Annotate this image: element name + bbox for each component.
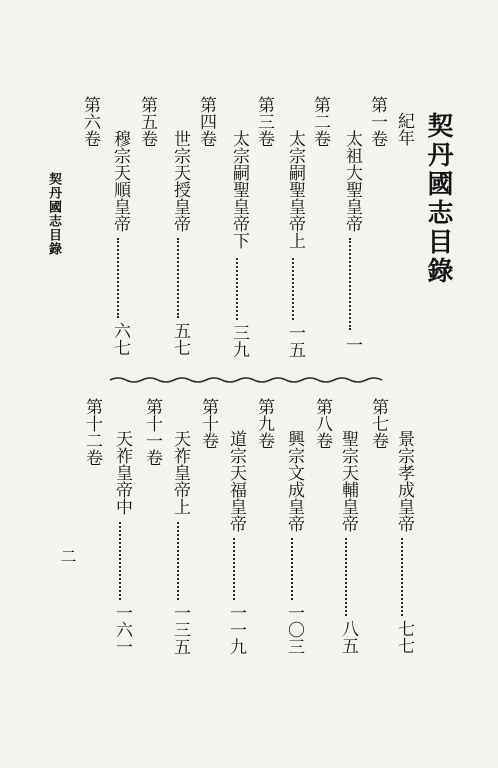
entry-title: 太祖大聖皇帝 [342,130,362,232]
volume-label: 第十二卷 [82,398,102,466]
entry-title: 聖宗天輔皇帝 [338,430,358,532]
volume-label: 第十一卷 [142,398,162,466]
volume-label: 第七卷 [368,398,388,449]
page-number: 三九 [229,324,249,358]
volume-label: 第二卷 [310,96,330,147]
volume-label: 第四卷 [196,96,216,147]
entry-title: 穆宗天順皇帝 [110,130,130,232]
volume-label: 第六卷 [80,96,100,147]
entry-title: 太宗嗣聖皇帝上 [285,130,305,249]
section-heading: 紀年 [394,112,414,146]
volume-label: 第八卷 [312,398,332,449]
page-number: 一三五 [170,604,190,655]
volume-label: 第三卷 [254,96,274,147]
entry-title: 道宗天福皇帝 [226,430,246,532]
leader-dots [119,522,121,600]
page-number: 七七 [394,620,414,654]
entry-title: 興宗文成皇帝 [284,430,304,532]
volume-label: 第五卷 [137,96,157,147]
entry-title: 太宗嗣聖皇帝下 [229,130,249,249]
page-number: 六七 [110,322,130,356]
page-number: 一 [342,336,362,353]
page-number: 一五 [285,324,305,358]
page-number: 一〇三 [284,604,304,655]
page-number: 一六一 [112,604,132,655]
leader-dots [233,538,235,600]
leader-dots [177,522,179,600]
leader-dots [345,538,347,616]
entry-title: 天祚皇帝上 [170,430,190,515]
side-header-strip: 契丹國志目錄 [46,172,61,256]
volume-label: 第十卷 [198,398,218,449]
entry-title: 景宗孝成皇帝 [394,430,414,532]
volume-label: 第九卷 [254,398,274,449]
entry-title: 天祚皇帝中 [112,430,132,515]
leader-dots [401,538,403,616]
page-title: 契丹國志目錄 [423,112,453,286]
page-number: 五七 [170,322,190,356]
folio-number: 二 [58,548,77,564]
page-number: 八五 [338,620,358,654]
volume-label: 第一卷 [367,96,387,147]
entry-title: 世宗天授皇帝 [170,130,190,232]
page-number: 一一九 [226,604,246,655]
leader-dots [291,538,293,600]
